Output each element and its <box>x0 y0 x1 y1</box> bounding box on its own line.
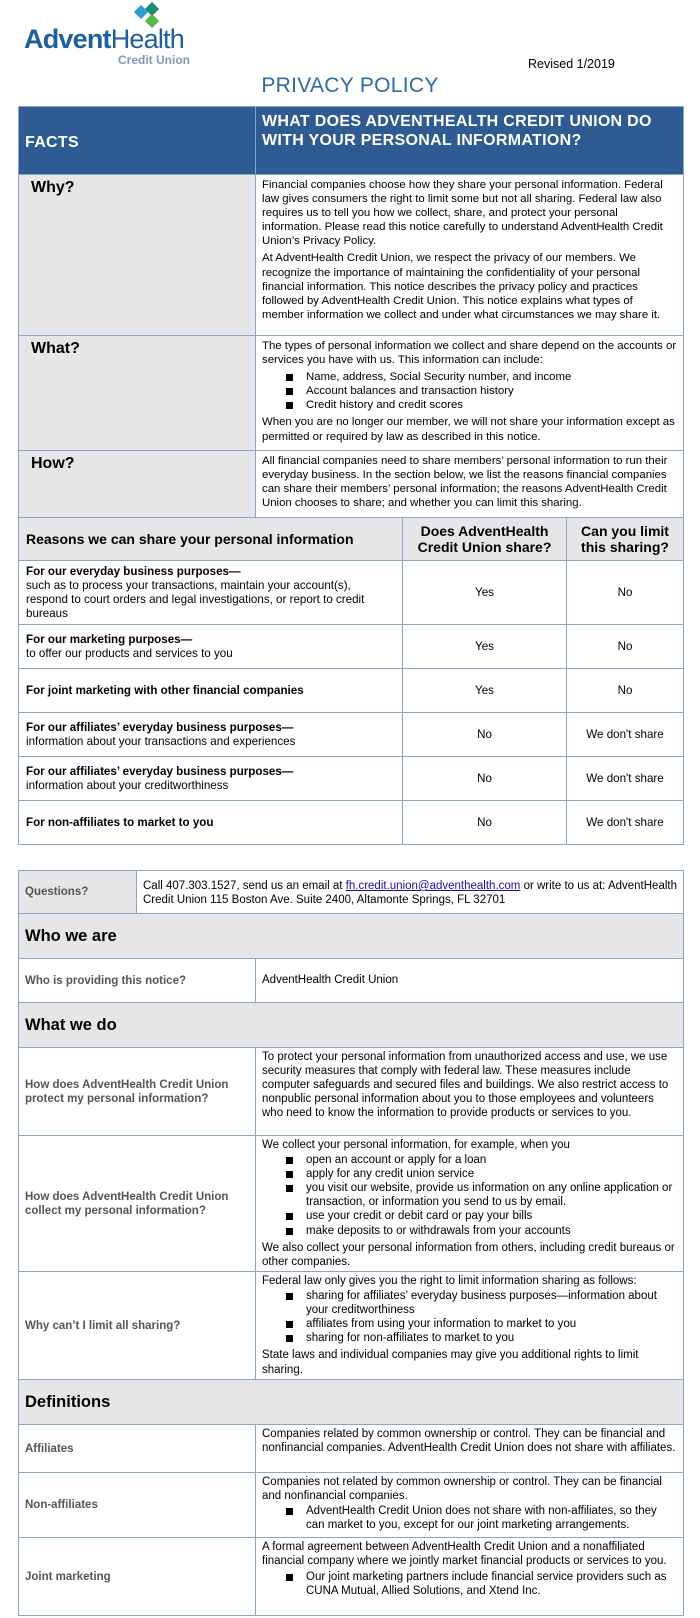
reason-title: For our marketing purposes— <box>26 632 193 646</box>
notice-provider-value: AdventHealth Credit Union <box>256 959 684 1003</box>
share-value: Yes <box>403 669 567 713</box>
joint-marketing-list <box>262 1570 677 1598</box>
why-paragraph-2: At AdventHealth Credit Union, we respect the privacy of our members. We recognize the importance of maintaining the confidentiality of your personal financial information. This notice describes the privacy policy and practices followed by AdventHealth Credit Union. This notice explains what types of member information we collect and under what circumstances we may share it. <box>262 252 661 321</box>
share-value: No <box>403 757 567 801</box>
share-value: No <box>403 801 567 845</box>
reason-title: For our affiliates’ everyday business purposes— <box>26 720 294 734</box>
details-table <box>18 870 684 1616</box>
collect-label: How does AdventHealth Credit Union collect my personal information? <box>19 1136 256 1272</box>
limit-value: We don't share <box>567 713 684 757</box>
definitions-heading: Definitions <box>19 1380 684 1425</box>
list-item: use your credit or debit card or pay your bills <box>286 1209 677 1223</box>
logo-wordmark: AdventHealth <box>24 24 184 54</box>
joint-marketing-label: Joint marketing <box>19 1538 256 1616</box>
logo-subtitle: Credit Union <box>118 53 190 67</box>
share-value: Yes <box>403 625 567 669</box>
limit-intro: Federal law only gives you the right to limit information sharing as follows: <box>262 1275 637 1287</box>
table-row <box>19 561 684 625</box>
limit-value: No <box>567 669 684 713</box>
protect-label: How does AdventHealth Credit Union protect my personal information? <box>19 1048 256 1136</box>
how-label: How? <box>31 454 75 472</box>
list-item: affiliates from using your information to market to you <box>286 1317 677 1331</box>
reasons-header: Reasons we can share your personal information <box>19 518 403 561</box>
reason-title: For our affiliates’ everyday business purposes— <box>26 764 294 778</box>
reason-detail: information about your creditworthiness <box>26 778 229 792</box>
list-item: you visit our website, provide us information on any online application or transaction, or information you send to us by email. <box>286 1181 677 1209</box>
list-item: sharing for affiliates’ everyday business purposes—information about your creditworthiness <box>286 1289 677 1317</box>
reason-title: For non-affiliates to market to you <box>26 815 214 829</box>
list-item: Our joint marketing partners include financial service providers such as CUNA Mutual, Allied Solutions, and Xtend Inc. <box>286 1570 677 1598</box>
why-text <box>256 175 684 336</box>
why-paragraph-1: Financial companies choose how they share your personal information. Federal law gives consumers the right to limit some but not all sharing. Federal law also requires us to tell you how we collect, share, and protect your personal information. Please read this notice carefully to understand AdventHealth Credit Union’s Privacy Policy. <box>262 179 663 248</box>
what-intro: The types of personal information we collect and share depend on the accounts or services you have with us. This information can include: <box>262 340 677 367</box>
non-affiliates-label: Non-affiliates <box>19 1473 256 1538</box>
reason-detail: to offer our products and services to you <box>26 646 233 660</box>
list-item: apply for any credit union service <box>286 1167 677 1181</box>
revised-date: Revised 1/2019 <box>528 57 615 71</box>
page-title: PRIVACY POLICY <box>261 74 439 97</box>
reason-title: For joint marketing with other financial companies <box>26 683 304 697</box>
list-item: Name, address, Social Security number, and income <box>286 370 677 384</box>
limit-all-label: Why can’t I limit all sharing? <box>19 1272 256 1380</box>
joint-marketing-text: A formal agreement between AdventHealth Credit Union and a nonaffiliated financial company where we jointly market financial products or services to you. <box>262 1541 667 1568</box>
what-we-do-heading: What we do <box>19 1003 684 1048</box>
limit-all-value <box>256 1272 684 1380</box>
facts-label: FACTS <box>19 107 256 175</box>
why-label: Why? <box>31 179 75 196</box>
table-row <box>19 757 684 801</box>
table-row <box>19 669 684 713</box>
notice-provider-label: Who is providing this notice? <box>19 959 256 1003</box>
list-item: AdventHealth Credit Union does not share with non-affiliates, so they can market to you, except for our joint marketing arrangements. <box>286 1504 677 1532</box>
collect-value <box>256 1136 684 1272</box>
table-row <box>19 801 684 845</box>
what-label: What? <box>31 340 80 357</box>
reason-detail: information about your transactions and experiences <box>26 734 296 748</box>
reasons-table <box>18 517 684 845</box>
questions-suffix: or write to us at: AdventHealth Credit Union 115 Boston Ave. Suite 2400, Altamonte Springs, FL 32701 <box>143 880 677 906</box>
list-item: open an account or apply for a loan <box>286 1153 677 1167</box>
how-text: All financial companies need to share members’ personal information to run their everyday business. In the section below, we list the reasons financial companies can share their members’ personal information; the reasons AdventHealth Credit Union chooses to share; and whether you can limit this sharing. <box>256 450 684 523</box>
list-item: Credit history and credit scores <box>286 398 677 412</box>
logo <box>24 4 204 67</box>
share-value: No <box>403 713 567 757</box>
facts-heading: WHAT DOES ADVENTHEALTH CREDIT UNION DO WITH YOUR PERSONAL INFORMATION? <box>256 107 684 175</box>
email-link[interactable]: fh.credit.union@adventhealth.com <box>345 880 521 892</box>
facts-table <box>18 106 684 524</box>
collect-intro: We collect your personal information, for example, when you <box>262 1139 570 1151</box>
limit-outro: State laws and individual companies may give you additional rights to limit sharing. <box>262 1349 639 1376</box>
list-item: make deposits to or withdrawals from your accounts <box>286 1224 677 1238</box>
reason-title: For our everyday business purposes— <box>26 564 241 578</box>
non-affiliates-value <box>256 1473 684 1538</box>
questions-text <box>137 871 684 914</box>
share-value: Yes <box>403 561 567 625</box>
non-affiliates-text: Companies not related by common ownership or control. They can be financial and nonfinancial companies. <box>262 1476 662 1503</box>
limit-value: We don't share <box>567 801 684 845</box>
share-header: Does AdventHealth Credit Union share? <box>403 518 567 561</box>
questions-label: Questions? <box>19 871 137 914</box>
limit-header: Can you limit this sharing? <box>567 518 684 561</box>
list-item: sharing for non-affiliates to market to you <box>286 1331 677 1345</box>
list-item: Account balances and transaction history <box>286 384 677 398</box>
what-list <box>262 370 677 412</box>
limit-value: No <box>567 625 684 669</box>
collect-list <box>262 1153 677 1238</box>
non-affiliates-list <box>262 1504 677 1532</box>
affiliates-label: Affiliates <box>19 1425 256 1473</box>
what-text <box>256 336 684 451</box>
questions-prefix: Call 407.303.1527, send us an email at <box>143 880 346 892</box>
collect-outro: We also collect your personal information from others, including credit bureaus or other companies. <box>262 1241 675 1268</box>
table-row <box>19 625 684 669</box>
limit-value: We don't share <box>567 757 684 801</box>
who-we-are-heading: Who we are <box>19 914 684 959</box>
affiliates-value: Companies related by common ownership or control. They can be financial and nonfinancial companies. AdventHealth Credit Union does not share with affiliates. <box>256 1425 684 1473</box>
limit-list <box>262 1289 677 1345</box>
joint-marketing-value <box>256 1538 684 1616</box>
protect-value: To protect your personal information from unauthorized access and use, we use security measures that comply with federal law. These measures include computer safeguards and secured files and buildings. We also restrict access to nonpublic personal information about you to those employees and volunteers who need to know the information to provide products or services to you. <box>256 1048 684 1136</box>
reason-detail: such as to process your transactions, maintain your account(s), respond to court orders and legal investigations, or report to credit bureaus <box>26 578 365 620</box>
table-row <box>19 713 684 757</box>
what-outro: When you are no longer our member, we will not share your information except as permitted or required by law as described in this notice. <box>262 416 675 443</box>
limit-value: No <box>567 561 684 625</box>
